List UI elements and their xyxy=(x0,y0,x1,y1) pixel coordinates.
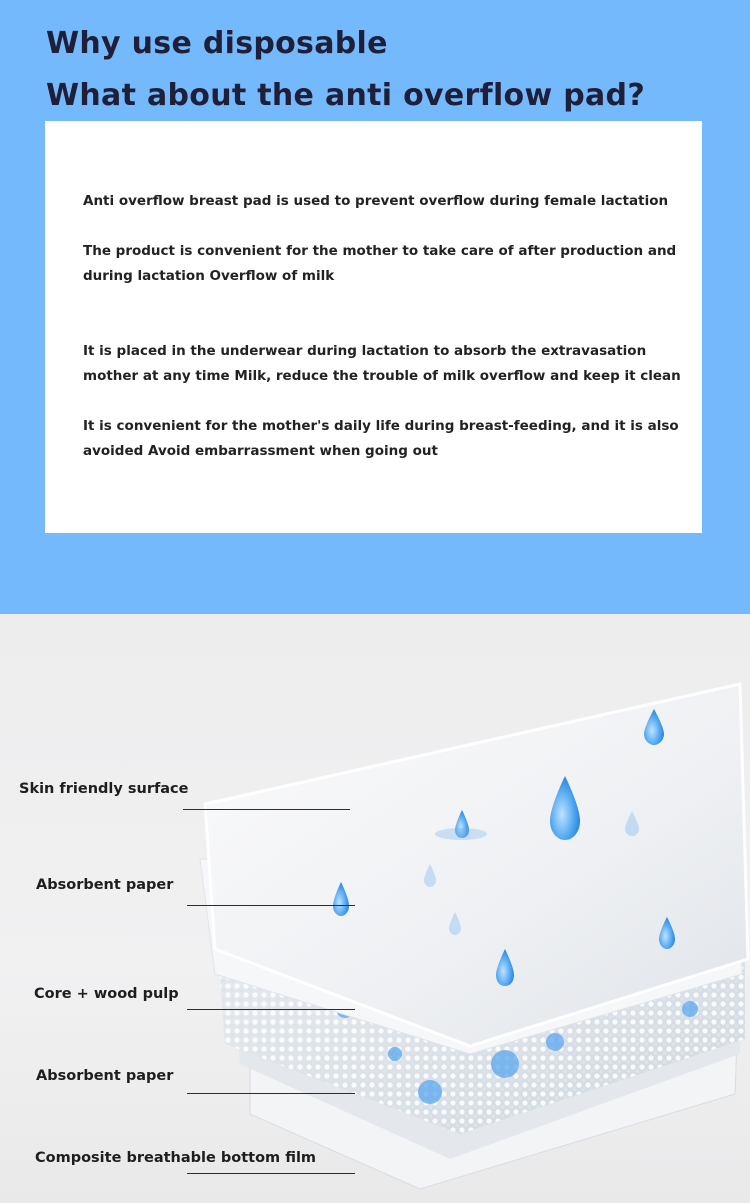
description-paragraph-2: The product is convenient for the mother to take care of after production and during lactation Overflow of milk xyxy=(83,243,677,284)
layer-label-absorbent-paper-lower: Absorbent paper xyxy=(36,1068,174,1084)
layer-line-absorbent-paper-upper xyxy=(187,905,355,906)
layer-line-core xyxy=(187,1009,355,1010)
layer-structure-section xyxy=(0,614,750,1203)
droplet-splash xyxy=(435,828,487,840)
layer-line-bottom-film xyxy=(187,1173,355,1174)
layer-line-skin-surface xyxy=(183,809,350,810)
heading-line-2: What about the anti overflow pad? xyxy=(46,78,646,113)
description-paragraph-4: It is convenient for the mother's daily life during breast-feeding, and it is also avoided Avoid embarrassment when going out xyxy=(83,418,679,459)
layer-label-core: Core + wood pulp xyxy=(34,986,179,1002)
heading-line-1: Why use disposable xyxy=(46,26,388,61)
description-paragraph-3: It is placed in the underwear during lactation to absorb the extravasation mother at any time Milk, reduce the trouble of milk overflow and keep it clean xyxy=(83,343,681,384)
layer-label-absorbent-paper-upper: Absorbent paper xyxy=(36,877,174,893)
layer-line-absorbent-paper-lower xyxy=(187,1093,355,1094)
layer-label-skin-surface: Skin friendly surface xyxy=(19,781,189,797)
description-card xyxy=(45,121,702,533)
pad-layers-illustration xyxy=(0,614,750,1203)
layer-label-bottom-film: Composite breathable bottom film xyxy=(35,1150,317,1166)
description-paragraph-1: Anti overflow breast pad is used to prevent overflow during female lactation xyxy=(83,193,669,209)
